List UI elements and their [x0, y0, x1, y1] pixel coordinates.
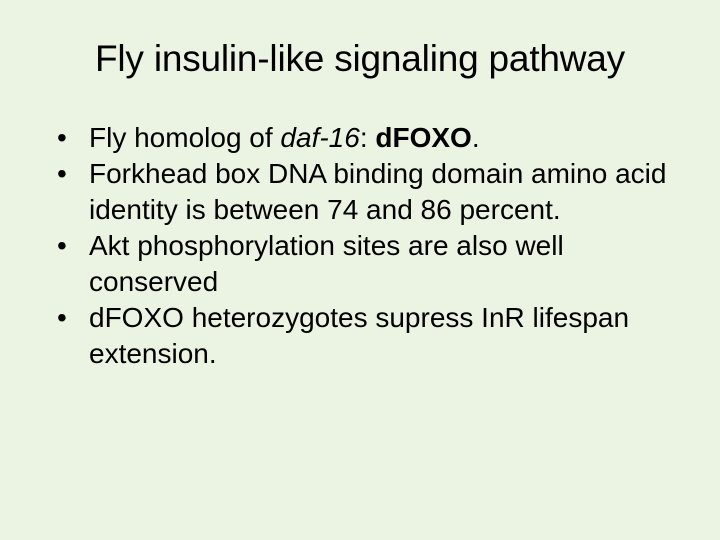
bullet-item	[57, 156, 697, 228]
bullet-item	[57, 120, 697, 156]
bullet-text: Forkhead box DNA binding domain amino acid identity is between 74 and 86 percent.	[89, 158, 667, 225]
bullet-text: dFOXO heterozygotes supress InR lifespan extension.	[89, 302, 630, 369]
bullet-icon: •	[57, 302, 67, 333]
bullet-item	[57, 300, 697, 372]
bullet-icon: •	[57, 158, 67, 189]
bullet-text-middle: :	[359, 122, 376, 153]
bullet-list	[57, 120, 697, 372]
bullet-text: Akt phosphorylation sites are also well conserved	[89, 230, 564, 297]
slide-title: Fly insulin-like signaling pathway	[95, 38, 625, 79]
bullet-icon: •	[57, 230, 67, 261]
gene-name-bold: dFOXO	[375, 122, 472, 153]
bullet-text-prefix: Fly homolog of	[89, 122, 281, 153]
bullet-item	[57, 228, 697, 300]
bullet-icon: •	[57, 122, 67, 153]
bullet-text-suffix: .	[471, 122, 480, 153]
gene-name-italic: daf-16	[280, 122, 360, 153]
